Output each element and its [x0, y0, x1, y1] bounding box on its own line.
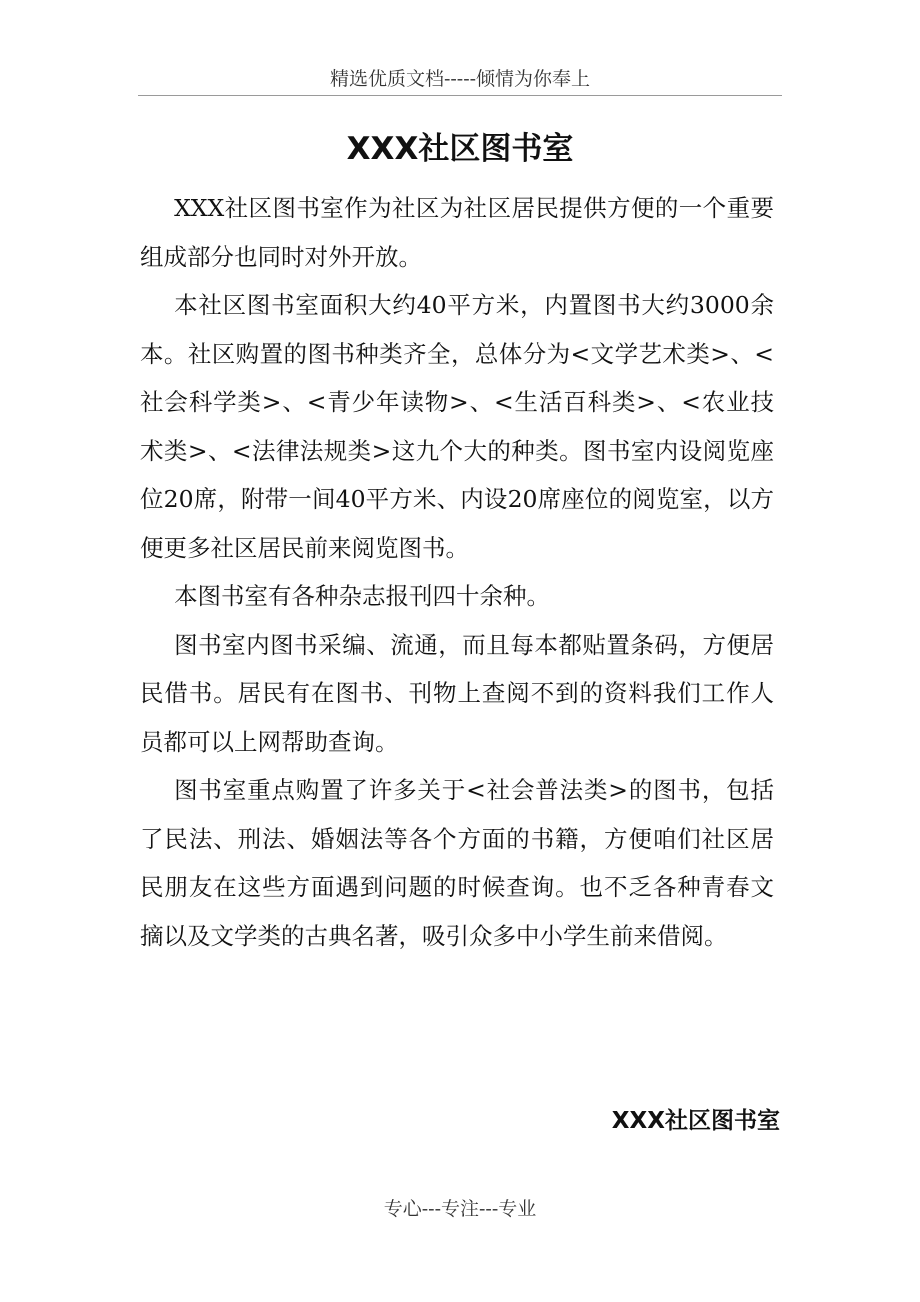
- paragraph-2: 本社区图书室面积大约40平方米，内置图书大约3000余本。社区购置的图书种类齐全，总体分为<文学艺术类>、<社会科学类>、<青少年读物>、<生活百科类>、<农业技术类>、<法律法规类>这九个大的种类。图书室内设阅览座位20席，附带一间40平方米、内设20席座位的阅览室，以方便更多社区居民前来阅览图书。: [140, 291, 774, 562]
- page-header: 精选优质文档-----倾情为你奉上: [329, 68, 591, 90]
- page-footer: 专心---专注---专业: [383, 1198, 537, 1220]
- document-body: [140, 184, 774, 960]
- header-divider: [138, 95, 782, 96]
- paragraph-3: 本图书室有各种杂志报刊四十余种。: [174, 582, 551, 610]
- signature: XXX社区图书室: [611, 1108, 780, 1134]
- paragraph-5: 图书室重点购置了许多关于<社会普法类>的图书，包括了民法、刑法、婚姻法等各个方面的书籍，方便咱们社区居民朋友在这些方面遇到问题的时候查询。也不乏各种青春文摘以及文学类的古典名著，吸引众多中小学生前来借阅。: [140, 776, 774, 950]
- document-title: XXX社区图书室: [346, 131, 574, 167]
- paragraph-1: XXX社区图书室作为社区为社区居民提供方便的一个重要组成部分也同时对外开放。: [140, 194, 774, 271]
- paragraph-4: 图书室内图书采编、流通，而且每本都贴置条码，方便居民借书。居民有在图书、刊物上查阅不到的资料我们工作人员都可以上网帮助查询。: [140, 630, 774, 756]
